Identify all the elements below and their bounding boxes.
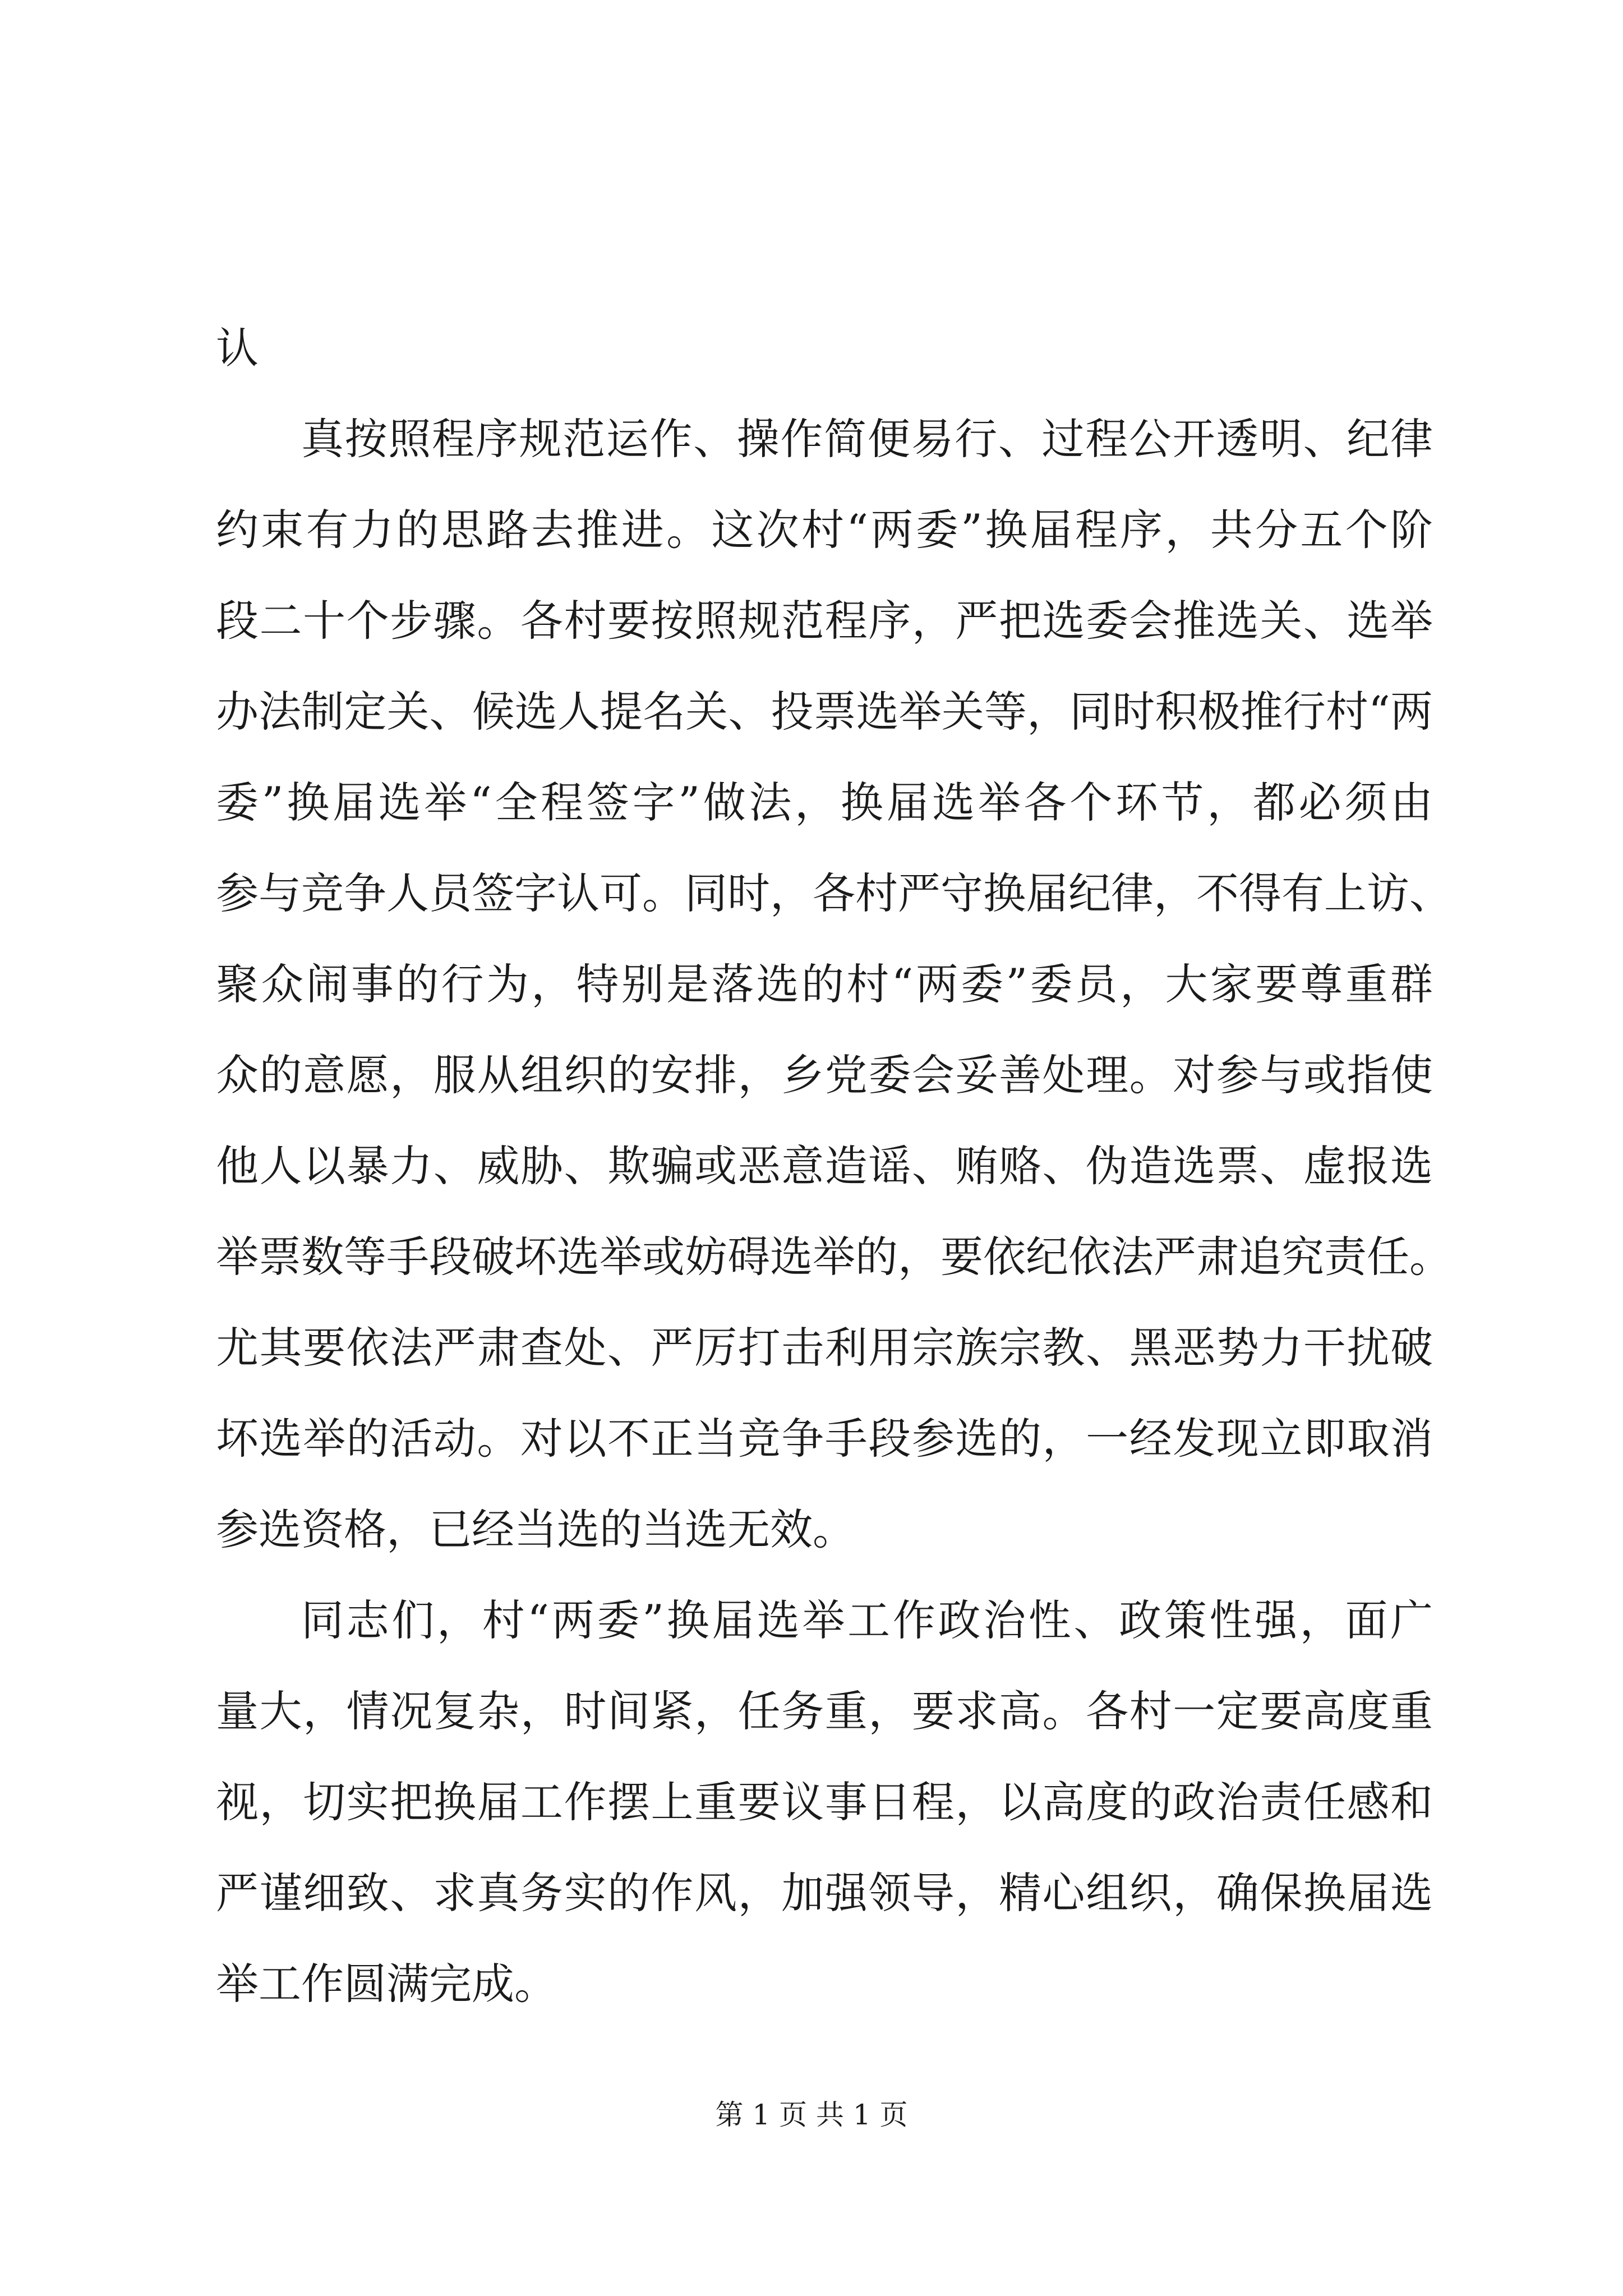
text-line: 同志们，村“两委”换届选举工作政治性、政策性强，面广: [301, 1595, 1433, 1645]
text-line: 量大，情况复杂，时间紧，任务重，要求高。各村一定要高度重: [216, 1686, 1433, 1736]
text-line: 真按照程序规范运作、操作简便易行、过程公开透明、纪律: [301, 414, 1433, 464]
page-number-footer: 第 1 页 共 1 页: [715, 2099, 908, 2131]
text-line: 参选资格，已经当选的当选无效。: [216, 1504, 855, 1554]
text-line: 他人以暴力、威胁、欺骗或恶意造谣、贿赂、伪造选票、虚报选: [216, 1141, 1433, 1191]
text-line: 严谨细致、求真务实的作风，加强领导，精心组织，确保换届选: [216, 1868, 1433, 1918]
text-line: 坏选举的活动。对以不正当竞争手段参选的，一经发现立即取消: [216, 1414, 1433, 1464]
text-line: 约束有力的思路去推进。这次村“两委”换届程序，共分五个阶: [216, 505, 1433, 555]
text-line: 众的意愿，服从组织的安排，乡党委会妥善处理。对参与或指使: [216, 1050, 1433, 1100]
text-line: 视，切实把换届工作摆上重要议事日程，以高度的政治责任感和: [216, 1777, 1433, 1827]
document-body: [216, 303, 1452, 2030]
text-line: 段二十个步骤。各村要按照规范程序，严把选委会推选关、选举: [216, 596, 1433, 646]
text-line: 办法制定关、候选人提名关、投票选举关等，同时积极推行村“两: [216, 687, 1433, 737]
text-line: 参与竞争人员签字认可。同时，各村严守换届纪律，不得有上访、: [216, 868, 1452, 918]
text-line: 委”换届选举“全程签字”做法，换届选举各个环节，都必须由: [216, 777, 1433, 827]
text-line: 举工作圆满完成。: [216, 1959, 557, 2009]
text-line: 认: [216, 323, 259, 373]
text-line: 举票数等手段破坏选举或妨碍选举的，要依纪依法严肃追究责任。: [216, 1232, 1452, 1282]
text-line: 聚众闹事的行为，特别是落选的村“两委”委员，大家要尊重群: [216, 959, 1433, 1009]
text-line: 尤其要依法严肃查处、严厉打击利用宗族宗教、黑恶势力干扰破: [216, 1323, 1433, 1373]
